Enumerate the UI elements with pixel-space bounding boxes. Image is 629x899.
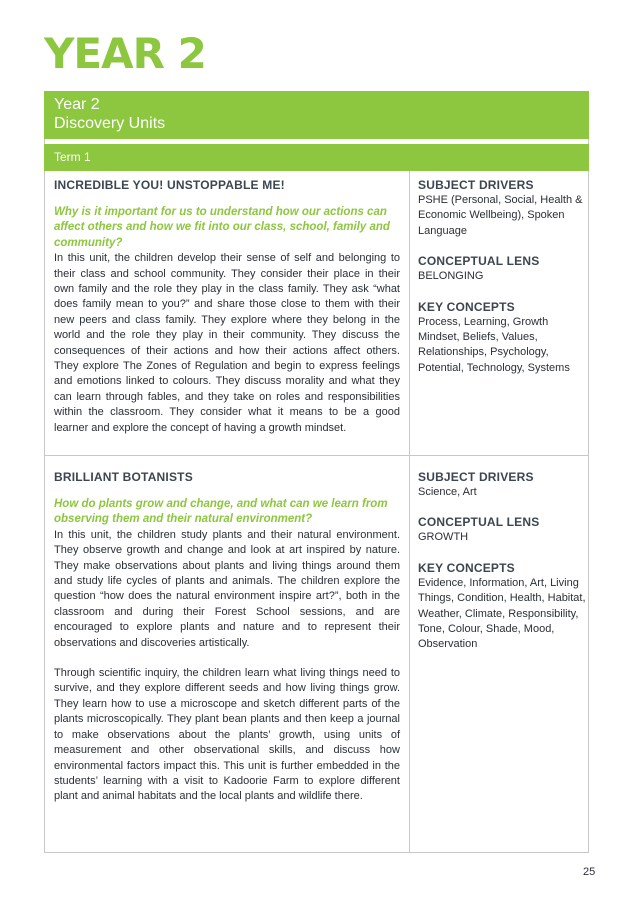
unit-paragraph: In this unit, the children develop their sense of self and belonging to their class and school community. They consider their place in their own family and the role they play in the class family. They ask “what does family mean to you?” and share those close to them with their new peers and class family. They explore where they belong in the world and the role they play in their community. They discuss the consequences of their actions and how their actions affect others. They explore The Zones of Regulation and begin to express feelings and emotions linked to colours. They discuss morality and what they can learn through fables, and they take on roles and responsibilities within the classroom. They consider what it means to be a good learner and explore the concept of having a growth mindset. bbox=[54, 252, 400, 434]
key-concepts-value: Process, Learning, Growth Mindset, Beliefs, Values, Relationships, Psychology, Potential, Technology, Systems bbox=[418, 315, 570, 374]
subject-drivers-value: Science, Art bbox=[418, 486, 477, 498]
conceptual-lens-heading: CONCEPTUAL LENS bbox=[418, 515, 540, 530]
term-header bbox=[44, 144, 589, 171]
header-year: Year 2 bbox=[54, 96, 100, 113]
page-number: 25 bbox=[583, 866, 596, 878]
page-title: YEAR 2 bbox=[44, 29, 206, 78]
unit-question: How do plants grow and change, and what can we learn from observing them and their natural environment? bbox=[54, 498, 388, 526]
unit-description bbox=[54, 178, 400, 436]
unit-title: BRILLIANT BOTANISTS bbox=[54, 470, 193, 484]
subject-drivers-heading: SUBJECT DRIVERS bbox=[418, 178, 534, 192]
column-divider bbox=[409, 171, 410, 853]
header-subtitle: Discovery Units bbox=[54, 115, 166, 132]
key-concepts-heading: KEY CONCEPTS bbox=[418, 560, 515, 575]
conceptual-lens-heading: CONCEPTUAL LENS bbox=[418, 254, 540, 269]
unit-details bbox=[418, 178, 586, 391]
key-concepts-value: Evidence, Information, Art, Living Things, Condition, Health, Habitat, Weather, Climate, Responsibility, Tone, Colour, Shade, Mood, Observation bbox=[418, 576, 586, 651]
unit-paragraph: Through scientific inquiry, the children learn what living things need to survive, and they explore different seeds and how living things grow. They learn how to use a microscope and sketch different parts of the plants microscopically. They plant bean plants and then keep a journal to make observations about the plants’ growth, using units of measurement and other observational skills, and discuss how environmental factors impact this. This unit is further embedded in the students’ learning with a visit to Kadoorie Farm to explore different plant and animal habitats and the local plants and wildlife there. bbox=[54, 667, 400, 803]
unit-title: INCREDIBLE YOU! UNSTOPPABLE ME! bbox=[54, 178, 285, 192]
unit-description bbox=[54, 470, 400, 805]
unit-paragraph: In this unit, the children study plants and their natural environment. They observe growth and change and look at art inspired by nature. They make observations about plants and living things around them and study life cycles of plants and animals. The children explore the question “how does the natural environment inspire art?”, both in the classroom and during their Forest School sessions, and are encouraged to explore plants and nature and to represent their observations and discoveries artistically. bbox=[54, 528, 400, 649]
term-label: Term 1 bbox=[54, 150, 91, 164]
subject-drivers-heading: SUBJECT DRIVERS bbox=[418, 470, 534, 484]
unit-question: Why is it important for us to understand how our actions can affect others and how we fit into our class, school, family and community? bbox=[54, 206, 390, 249]
subject-drivers-value: PSHE (Personal, Social, Health & Economic Wellbeing), Spoken Language bbox=[418, 194, 583, 237]
conceptual-lens-value: BELONGING bbox=[418, 270, 484, 283]
unit-details bbox=[418, 470, 586, 668]
table-header bbox=[44, 91, 589, 139]
row-divider bbox=[44, 455, 589, 456]
conceptual-lens-value: GROWTH bbox=[418, 531, 469, 544]
key-concepts-heading: KEY CONCEPTS bbox=[418, 299, 515, 314]
